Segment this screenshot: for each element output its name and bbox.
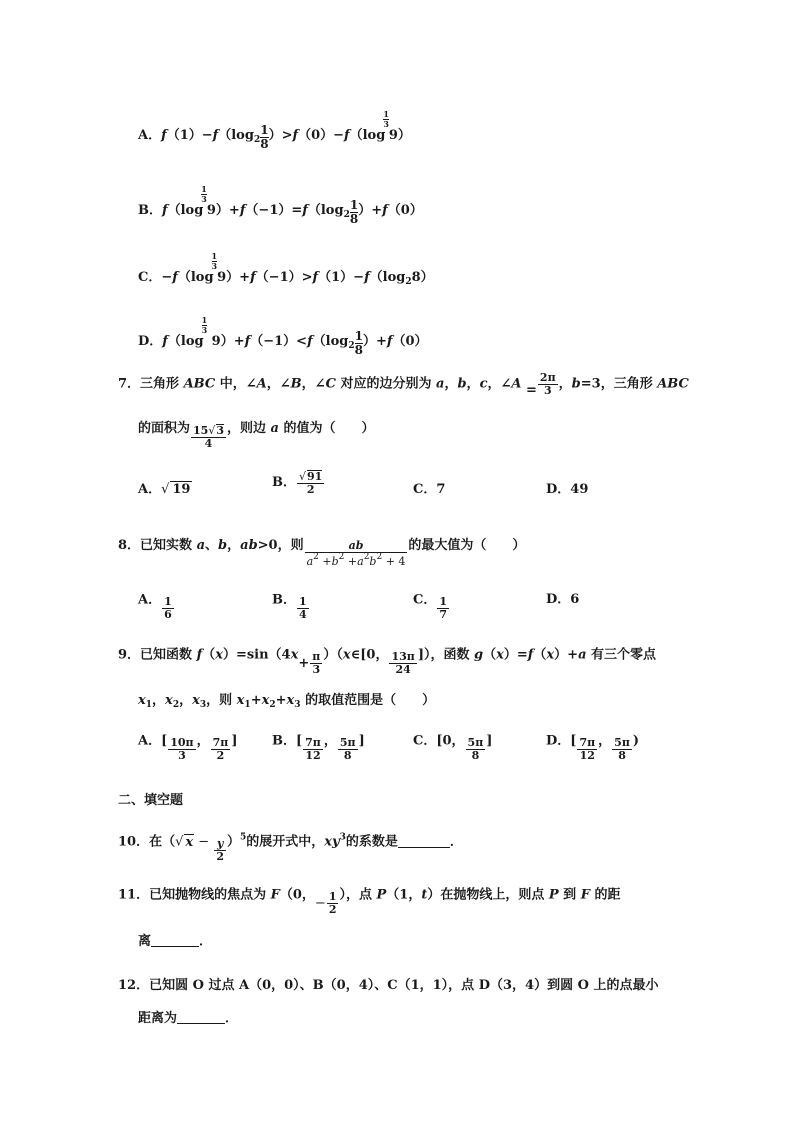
- q9-stem-line2: $x_1$，$x_2$，$x_3$，则 $x_1+x_2+x_3$ 的取值范围是（ ）: [138, 693, 436, 710]
- q9-stem-line1: 9．已知函数 f（x）=sin（4x+ $\frac{\pi}{3}$ ）（x∈[0， $\frac{13\pi}{24}$ ]），函数 g（x）=f（x）+a 有三个零点: [118, 647, 657, 676]
- q12-answer-blank[interactable]: [177, 1011, 225, 1024]
- q11-answer-blank[interactable]: [151, 934, 199, 947]
- q9-option-c[interactable]: C．[0， $\frac{5\pi}{8}$ ]: [413, 733, 493, 762]
- q10-answer-blank[interactable]: [398, 835, 450, 848]
- q6-option-a[interactable]: A．$f(1)-f(\log_2$ $\frac{1}{8}$ ）>f（0）−f（log $\frac{1}{3}$ 9）: [138, 109, 411, 152]
- section-title-fill-in: 二、填空题: [118, 793, 184, 808]
- q12-stem-line2: 距离为 ．: [138, 1011, 239, 1026]
- q8-stem: 8．已知实数 a、b，ab>0，则 $\frac{ab}{a^2 +b^2 +a^2b^2 + 4}$ 的最大值为（ ）: [118, 538, 526, 568]
- q6-option-c[interactable]: C．−f（log $\frac{1}{3}$ $9)+f(-1)>f(1)-f(\log_28)$: [138, 251, 434, 287]
- q8-option-b[interactable]: B． $\frac{1}{4}$: [272, 592, 307, 621]
- q9-option-a[interactable]: A．[ $\frac{10\pi}{3}$ ， $\frac{7\pi}{2}$ ]: [138, 733, 238, 762]
- q7-option-d[interactable]: D．49: [546, 482, 589, 497]
- q11-stem-line2: 离 ．: [138, 934, 213, 949]
- q8-option-d[interactable]: D．6: [546, 592, 580, 607]
- q9-option-d[interactable]: D．[ $\frac{7\pi}{12}$ ， $\frac{5\pi}{8}$ ): [546, 733, 640, 762]
- q7-stem-line1: 7．三角形 ABC 中，∠A，∠B，∠C 对应的边分别为 a，b，c，∠A = $\frac{2\pi}{3}$ ，b=3，三角形 ABC: [118, 371, 689, 398]
- q7-stem-line2: 的面积为 $\frac{15√3}{4}$ ，则边 a 的值为（ ）: [138, 421, 375, 450]
- q6-option-b[interactable]: B．f（log $\frac{1}{3}$ $9)+f(-1)=f(\log_2$ $\frac{1}{8}$ ）+f（0）: [138, 184, 423, 227]
- q6-option-d[interactable]: D．f（log $\frac{1}{3}$ $9)+f(-1)<f(\log_2$ $\frac{1}{8}$ ）+f（0）: [138, 315, 428, 358]
- q7-option-c[interactable]: C．7: [413, 482, 446, 497]
- q9-option-b[interactable]: B．[ $\frac{7\pi}{12}$ ， $\frac{5\pi}{8}$ ]: [272, 733, 365, 762]
- q7-option-a[interactable]: A．√ 19: [138, 482, 191, 497]
- q11-stem-line1: 11．已知抛物线的焦点为 F（0，− $\frac{1}{2}$ ），点 P（1，t）在抛物线上，则点 P 到 F 的距: [118, 887, 621, 916]
- q8-option-a[interactable]: A． $\frac{1}{6}$: [138, 592, 172, 621]
- q8-option-c[interactable]: C． $\frac{1}{7}$: [413, 592, 448, 621]
- q10-stem: 10．在（√ x − $\frac{y}{2}$ ）$^5$的展开式中，$xy^3$的系数是 ．: [118, 832, 463, 863]
- q7-option-b[interactable]: B． $\frac{√91}{2}$: [272, 470, 323, 496]
- q12-stem-line1: 12．已知圆 O 过点 A（0，0）、B（0，4）、C（1，1），点 D（3，4）到圆 O 上的点最小: [118, 978, 659, 993]
